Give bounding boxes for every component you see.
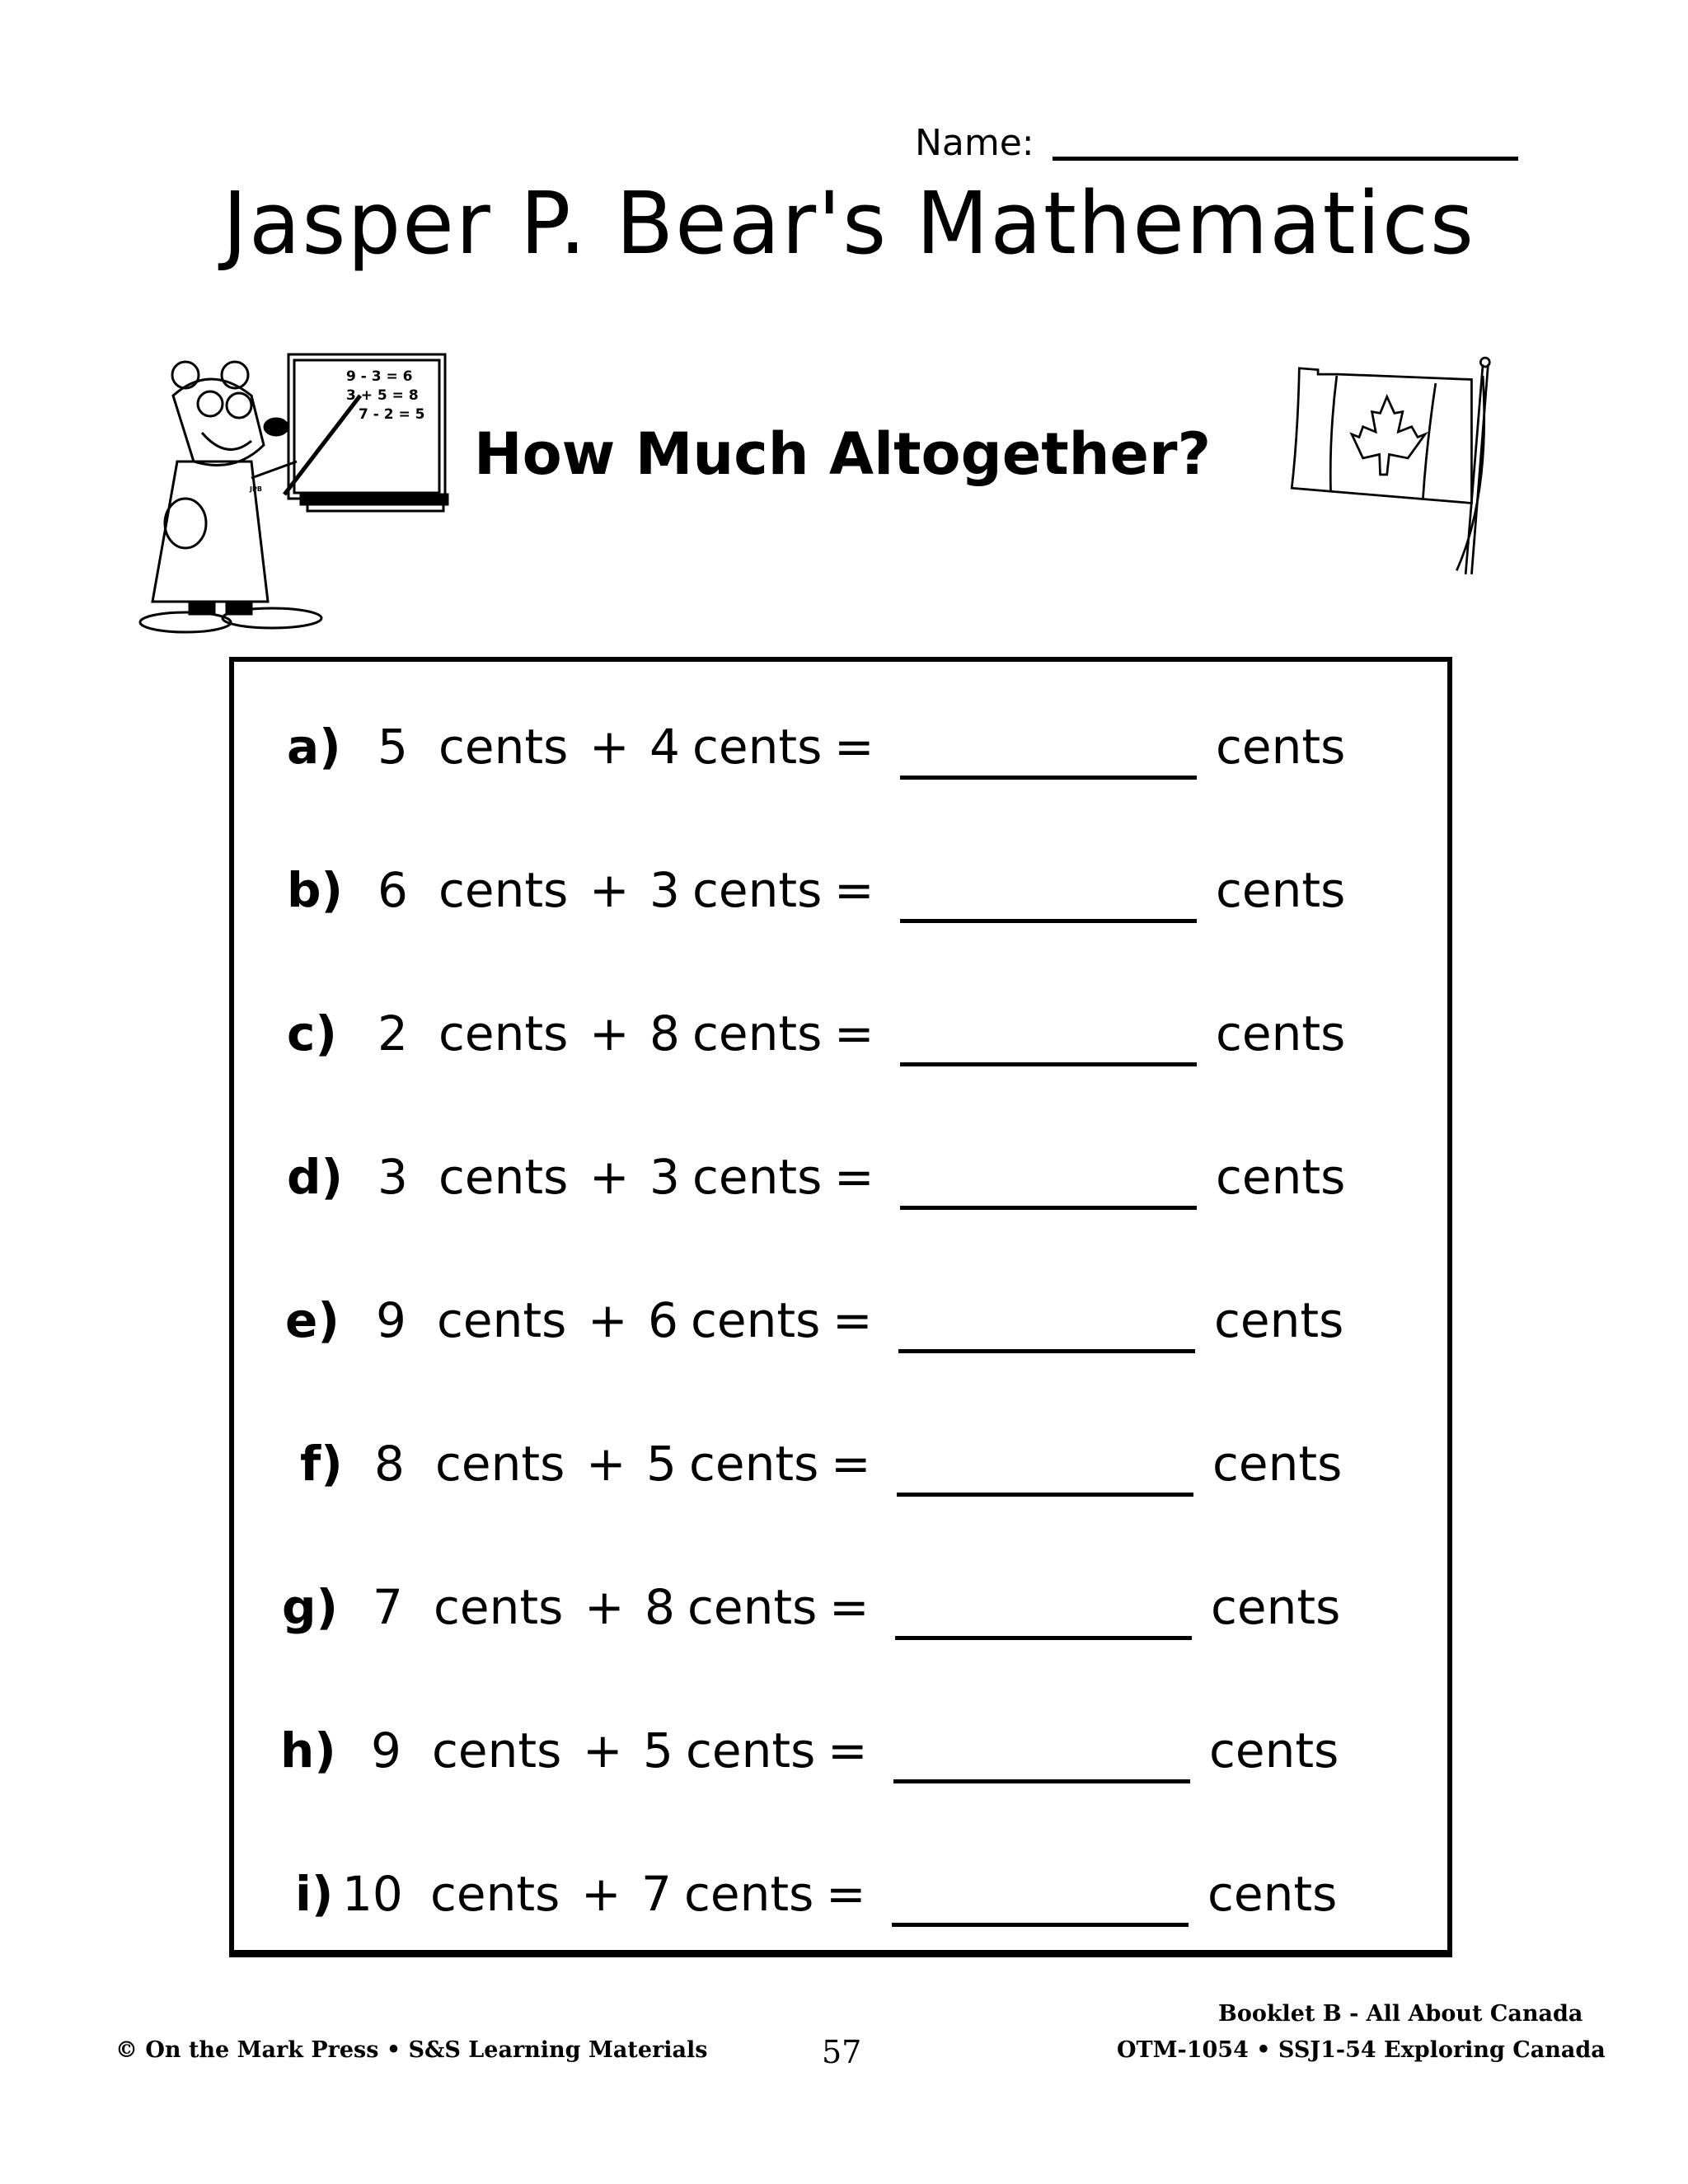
svg-text:JPB: JPB [250,485,262,493]
problem-row [0,1139,1688,1205]
problem-row [0,1282,1688,1348]
first-amount: 8 [374,1436,405,1492]
first-amount: 5 [377,719,408,775]
equals-sign: = [826,1866,866,1922]
unit-label: cents [1211,1579,1341,1635]
unit-label: cents [691,1292,821,1348]
plus-sign: + [581,1866,621,1922]
second-amount: 3 [649,1149,680,1205]
unit-label: cents [430,1866,560,1922]
first-amount: 2 [377,1005,408,1062]
problem-letter: a) [287,719,341,775]
plus-sign: + [589,1005,630,1062]
unit-label: cents [684,1866,814,1922]
equals-sign: = [834,1005,874,1062]
answer-blank[interactable] [893,1779,1190,1783]
plus-sign: + [583,1722,623,1779]
problem-letter: b) [287,862,344,918]
unit-label: cents [1207,1866,1338,1922]
answer-blank[interactable] [892,1923,1189,1927]
name-label: Name: [915,122,1034,164]
unit-label: cents [692,719,823,775]
unit-label: cents [435,1436,565,1492]
unit-label: cents [1216,719,1346,775]
equals-sign: = [834,719,874,775]
first-amount: 9 [376,1292,406,1348]
equals-sign: = [829,1579,870,1635]
bear-teacher-illustration [128,338,449,635]
footer-booklet: Booklet B - All About Canada [1218,2001,1583,2027]
second-amount: 8 [649,1005,680,1062]
svg-text:3 + 5 = 8: 3 + 5 = 8 [346,387,419,404]
unit-label: cents [692,862,823,918]
equals-sign: = [831,1436,871,1492]
problem-row [0,1569,1688,1635]
answer-blank[interactable] [900,919,1197,923]
unit-label: cents [692,1005,823,1062]
problem-letter: h) [280,1722,336,1779]
unit-label: cents [686,1722,816,1779]
unit-label: cents [1212,1436,1343,1492]
plus-sign: + [588,1292,628,1348]
unit-label: cents [689,1436,819,1492]
unit-label: cents [432,1722,562,1779]
unit-label: cents [438,719,569,775]
plus-sign: + [589,1149,630,1205]
unit-label: cents [434,1579,564,1635]
footer-product-code: OTM-1054 • SSJ1-54 Exploring Canada [1117,2037,1606,2063]
problem-letter: f) [300,1436,343,1492]
problem-row [0,1426,1688,1492]
plus-sign: + [586,1436,626,1492]
equals-sign: = [834,862,874,918]
problem-letter: i) [295,1866,334,1922]
page-number: 57 [822,2034,862,2070]
svg-text:9 - 3 = 6: 9 - 3 = 6 [346,368,413,385]
unit-label: cents [1216,862,1346,918]
unit-label: cents [437,1292,567,1348]
problem-letter: g) [282,1579,339,1635]
second-amount: 5 [646,1436,677,1492]
name-input-line[interactable] [1053,157,1518,161]
answer-blank[interactable] [900,1062,1197,1066]
equals-sign: = [834,1149,874,1205]
unit-label: cents [438,862,569,918]
plus-sign: + [589,862,630,918]
equals-sign: = [828,1722,868,1779]
equals-sign: = [832,1292,873,1348]
problem-row [0,1713,1688,1779]
unit-label: cents [1209,1722,1339,1779]
svg-text:7 - 2 = 5: 7 - 2 = 5 [359,406,425,423]
second-amount: 3 [649,862,680,918]
problem-row [0,709,1688,775]
unit-label: cents [438,1005,569,1062]
unit-label: cents [692,1149,823,1205]
unit-label: cents [1216,1149,1346,1205]
second-amount: 5 [643,1722,673,1779]
unit-label: cents [1216,1005,1346,1062]
plus-sign: + [589,719,630,775]
first-amount: 6 [377,862,408,918]
unit-label: cents [1214,1292,1344,1348]
answer-blank[interactable] [900,1206,1197,1210]
answer-blank[interactable] [900,776,1197,780]
first-amount: 3 [377,1149,408,1205]
answer-blank[interactable] [895,1636,1192,1640]
first-amount: 7 [373,1579,403,1635]
first-amount: 9 [371,1722,401,1779]
answer-blank[interactable] [897,1493,1193,1497]
unit-label: cents [438,1149,569,1205]
second-amount: 7 [641,1866,672,1922]
problem-letter: c) [287,1005,337,1062]
problem-row [0,852,1688,918]
unit-label: cents [687,1579,818,1635]
second-amount: 4 [649,719,680,775]
first-amount: 10 [342,1866,403,1922]
plus-sign: + [584,1579,625,1635]
problem-row [0,1856,1688,1922]
second-amount: 6 [648,1292,678,1348]
problem-letter: d) [287,1149,344,1205]
answer-blank[interactable] [898,1349,1195,1353]
page-title: Jasper P. Bear's Mathematics [223,173,1475,274]
name-field-row [915,122,1518,164]
second-amount: 8 [645,1579,675,1635]
problem-letter: e) [285,1292,340,1348]
canada-flag-illustration [1269,342,1517,589]
worksheet-subtitle: How Much Altogether? [474,420,1212,488]
problem-row [0,996,1688,1062]
footer-copyright: © On the Mark Press • S&S Learning Materials [115,2037,708,2063]
